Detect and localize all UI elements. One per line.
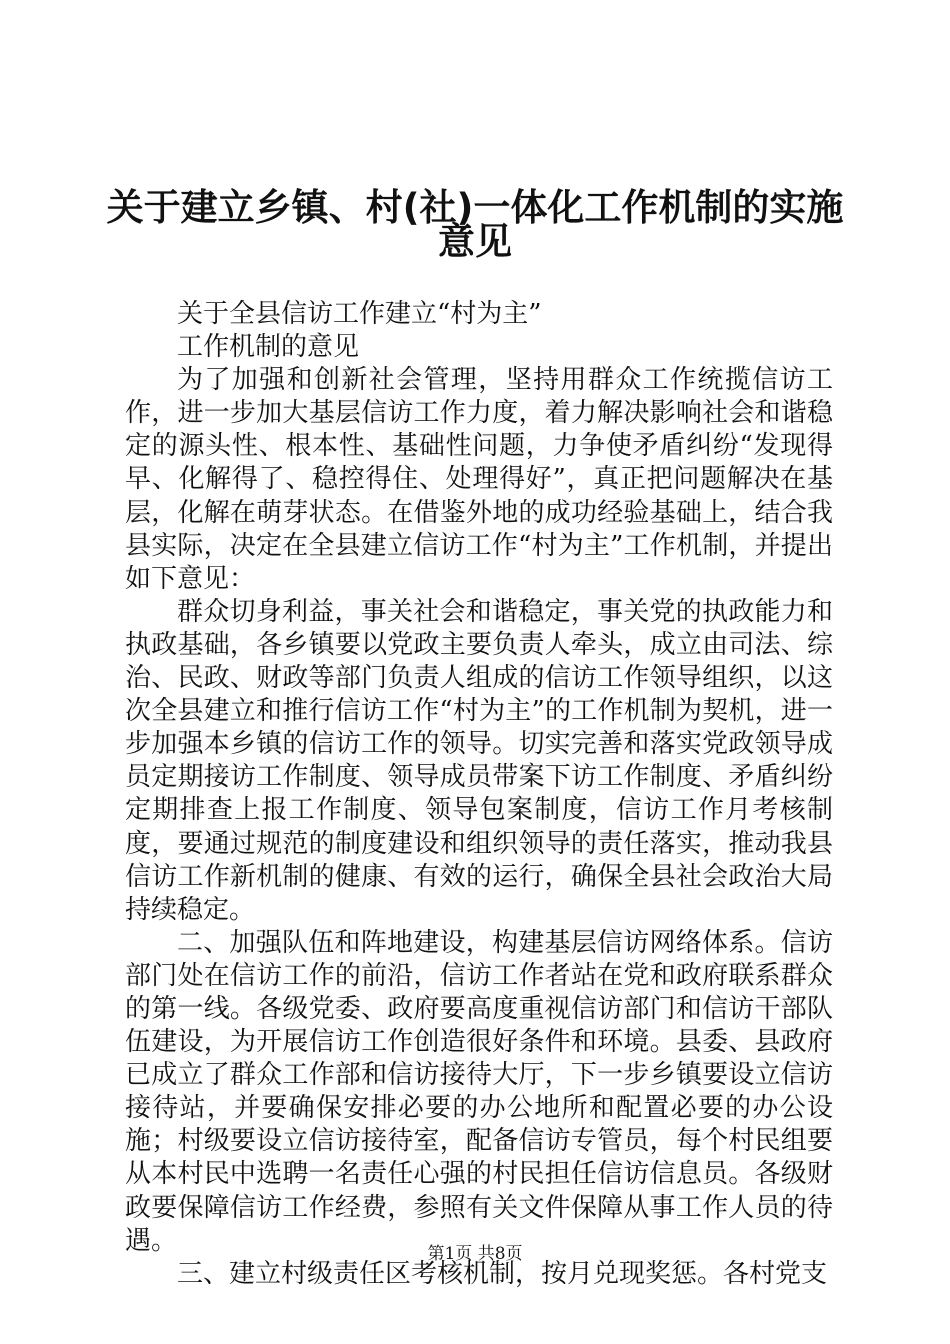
paragraph-section-3: 三、建立村级责任区考核机制，按月兑现奖惩。各村党支 — [177, 1258, 828, 1289]
paragraph-section-2: 二、加强队伍和阵地建设，构建基层信访网络体系。信访部门处在信访工作的前沿，信访工作者站在党和政府联系群众的第一线。各级党委、政府要高度重视信访部门和信访干部队伍建设，为开展信访工作创造很好条件和环境。县委、县政府已成立了群众工作部和信访接待大厅，下一步乡镇要设立信访接待站，并要确保安排必要的办公地所和配置必要的办公设施；村级要设立信访接待室，配备信访专管员，每个村民组要从本村民中选聘一名责任心强的村民担任信访信息员。各级财政要保障信访工作经费，参照有关文件保障从事工作人员的待遇。 — [125, 927, 833, 1256]
paragraph-intro: 为了加强和创新社会管理，坚持用群众工作统揽信访工作，进一步加大基层信访工作力度，着力解决影响社会和谐稳定的源头性、根本性、基础性问题，力争使矛盾纠纷“发现得早、化解得了、稳控得住、处理得好”，真正把问题解决在基层，化解在萌芽状态。在借鉴外地的成功经验基础上，结合我县实际，决定在全县建立信访工作“村为主”工作机制，并提出如下意见： — [125, 365, 833, 594]
paragraph-leadership: 群众切身利益，事关社会和谐稳定，事关党的执政能力和执政基础，各乡镇要以党政主要负责人牵头，成立由司法、综治、民政、财政等部门负责人组成的信访工作领导组织，以这次全县建立和推行信访工作“村为主”的工作机制为契机，进一步加强本乡镇的信访工作的领导。切实完善和落实党政领导成员定期接访工作制度、领导成员带案下访工作制度、矛盾纠纷定期排查上报工作制度、领导包案制度，信访工作月考核制度，要通过规范的制度建设和组织领导的责任落实，推动我县信访工作新机制的健康、有效的运行，确保全县社会政治大局持续稳定。 — [125, 596, 833, 925]
document-title-line-2: 意见 — [438, 220, 512, 263]
subtitle-line-1: 关于全县信访工作建立“村为主” — [177, 299, 542, 329]
subtitle-line-2: 工作机制的意见 — [177, 332, 360, 363]
page-number-footer: 第1页 共8页 — [427, 1244, 523, 1264]
document-title-line-1: 关于建立乡镇、村(社)一体化工作机制的实施 — [106, 186, 844, 229]
document-body — [125, 298, 833, 1291]
